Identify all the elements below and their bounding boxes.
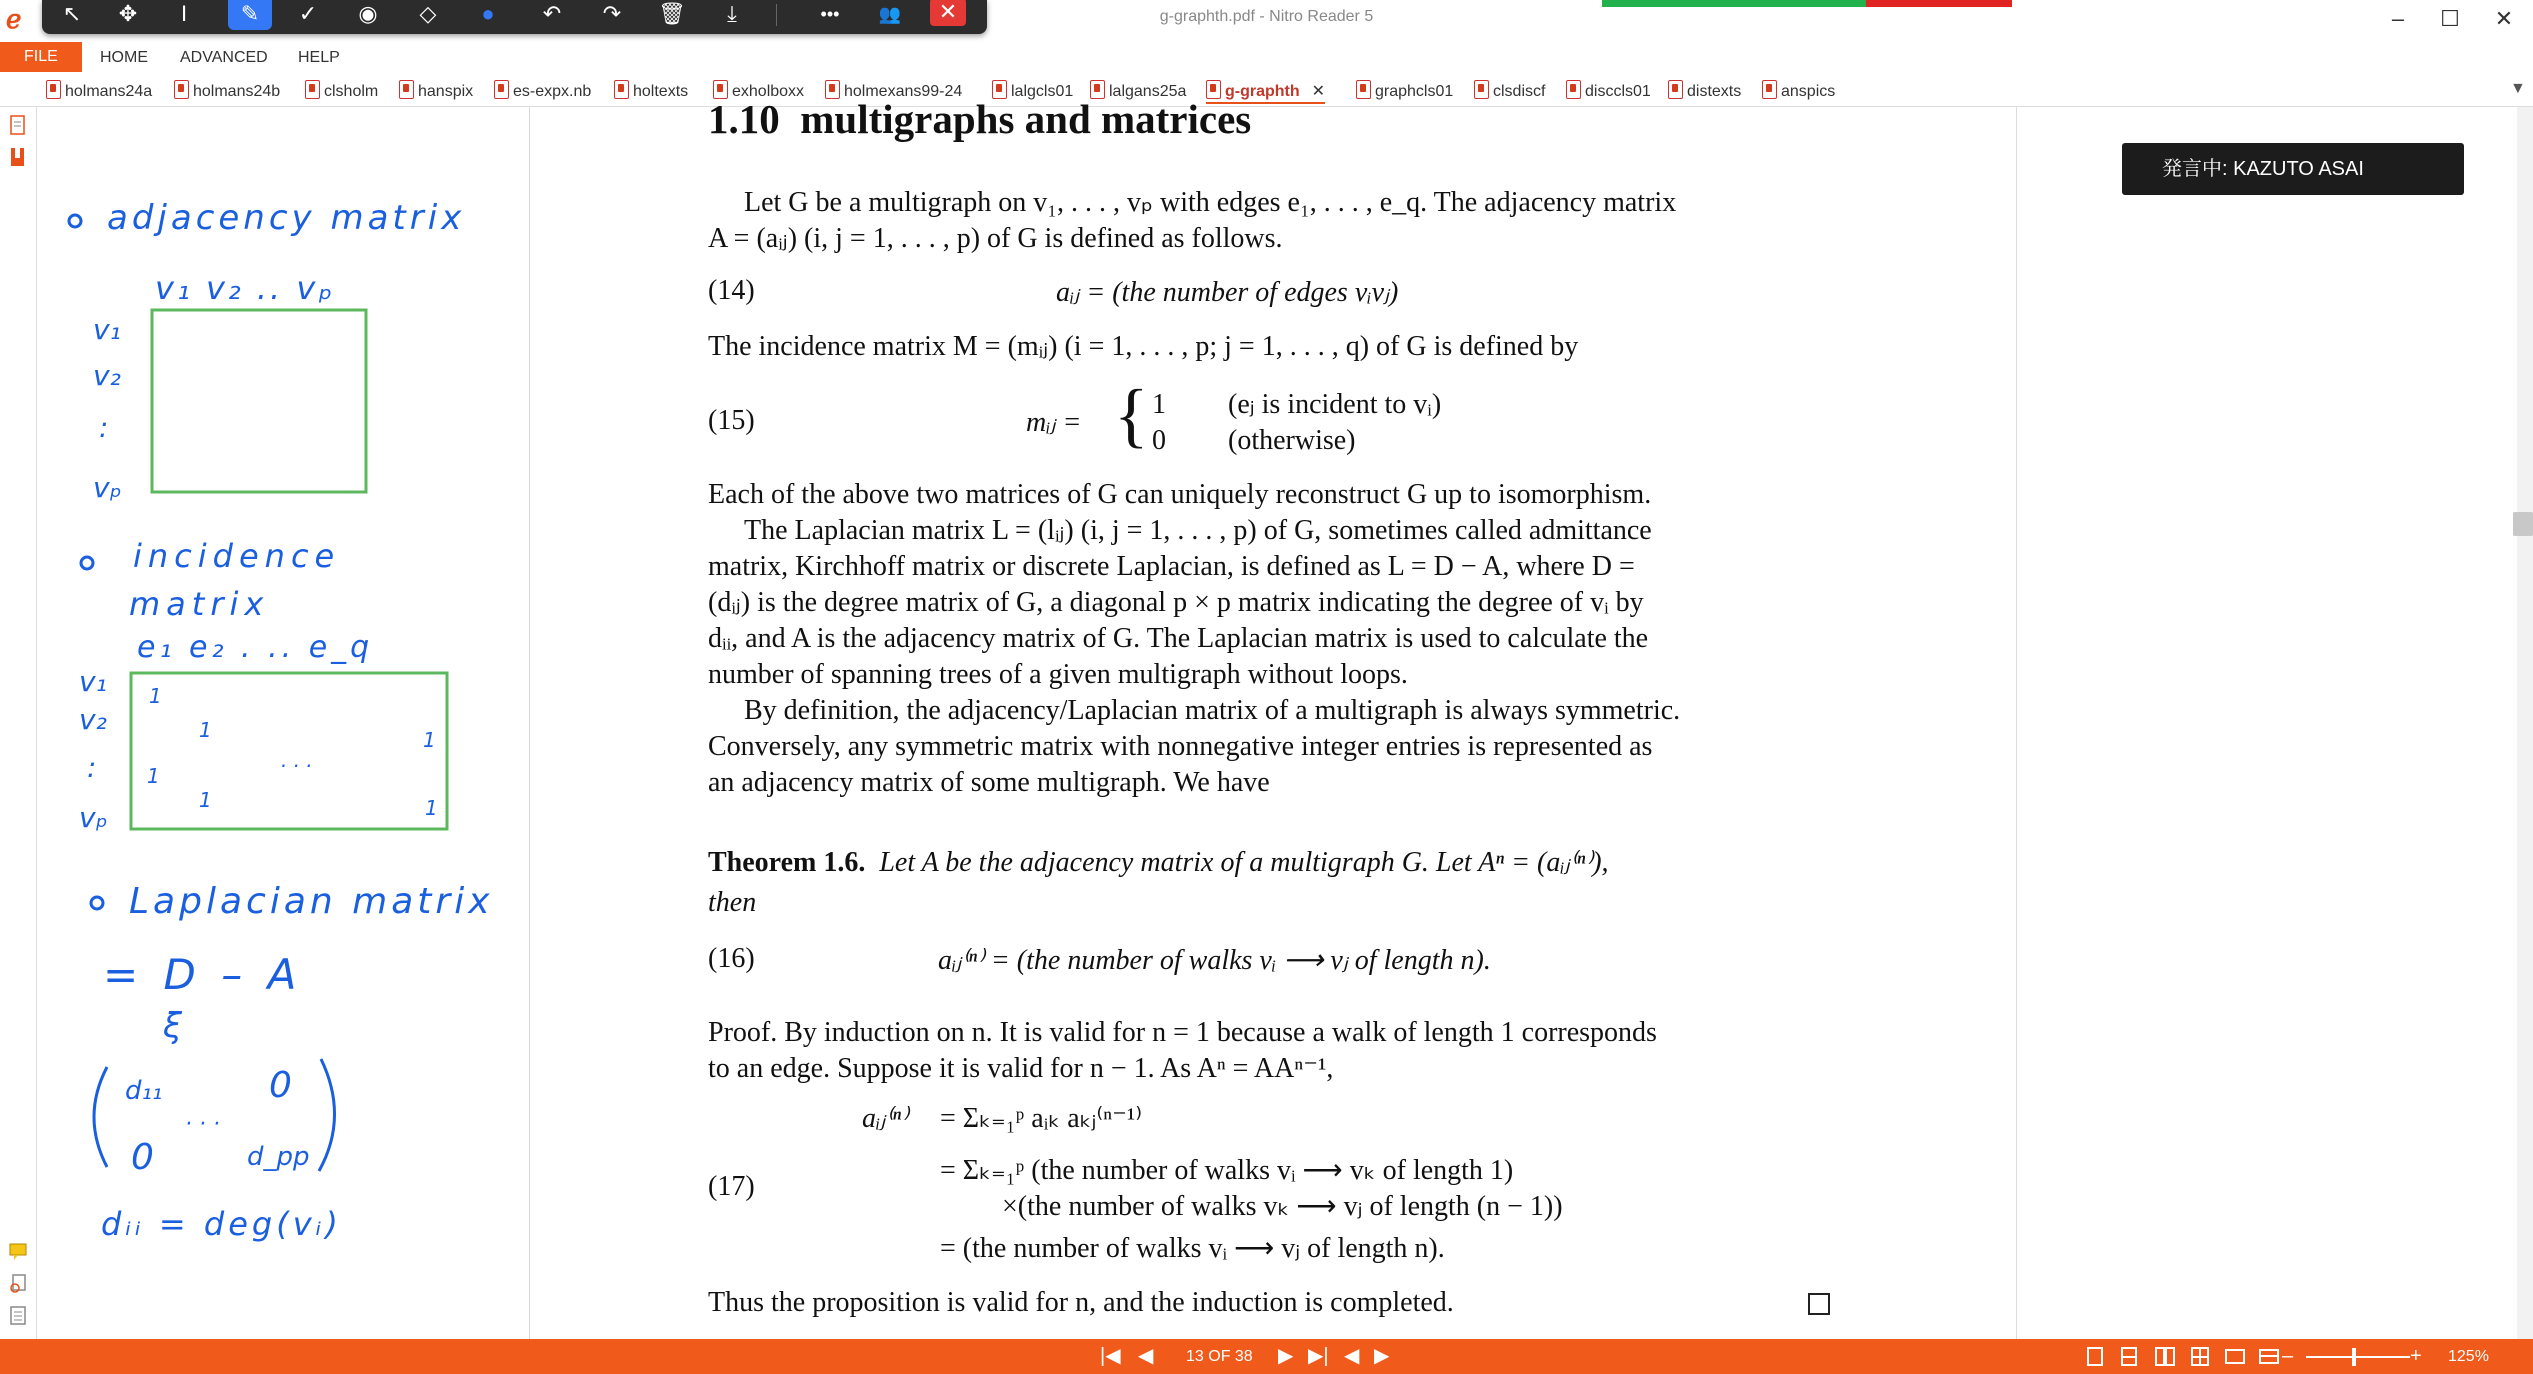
equation-label: (14) — [708, 275, 755, 306]
bullet-icon — [81, 557, 93, 569]
qed-box-icon — [1808, 1293, 1830, 1315]
note-laplacian-title: Laplacian matrix — [129, 881, 494, 922]
left-rail — [0, 107, 37, 1339]
pdf-file-icon — [1566, 80, 1581, 99]
paragraph-line: an adjacency matrix of some multigraph. We have — [708, 767, 1270, 798]
color-picker-icon[interactable]: ● — [481, 1, 495, 26]
nitro-logo-icon[interactable]: ℯ — [6, 4, 22, 34]
zoom-in-button[interactable]: + — [2410, 1345, 2422, 1367]
paragraph-line: A = (aᵢⱼ) (i, j = 1, . . . , p) of G is defined as follows. — [708, 223, 1283, 254]
note-incidence-line2: matrix — [129, 585, 270, 623]
section-title: multigraphs and matrices — [800, 96, 1252, 142]
minimize-button[interactable]: – — [2391, 6, 2405, 31]
speaker-badge: 発言中: KAZUTO ASAI — [2122, 143, 2464, 195]
paragraph-line: dᵢᵢ, and A is the adjacency matrix of G. The Laplacian matrix is used to calculate the — [708, 623, 1649, 654]
tab-overflow-icon[interactable]: ▼ — [2510, 80, 2526, 97]
note-diag-bottom: d_pp — [247, 1142, 310, 1172]
pdf-file-icon — [1762, 80, 1777, 99]
note-laplacian-eq: = D – A — [103, 950, 303, 999]
previous-page-icon[interactable]: ◀ — [1138, 1345, 1154, 1367]
bullet-icon — [91, 897, 103, 909]
right-panel — [2017, 107, 2517, 1339]
document-viewer[interactable] — [530, 96, 2016, 1339]
menu-file[interactable]: FILE — [0, 42, 82, 72]
paragraph-line: Each of the above two matrices of G can uniquely reconstruct G up to isomorphism. — [708, 479, 1652, 510]
close-window-button[interactable]: ✕ — [2494, 6, 2514, 31]
note-inc-cols: e₁ e₂ . .. e_q — [137, 630, 374, 665]
highlighter-icon[interactable]: ◉ — [358, 1, 378, 26]
tab-holmans24b[interactable]: holmans24b — [174, 80, 280, 102]
note-inc-entry: 1 — [149, 684, 162, 708]
close-tab-icon[interactable]: ✕ — [1311, 83, 1326, 100]
proof-conclusion: Thus the proposition is valid for n, and the induction is completed. — [708, 1287, 1454, 1318]
note-inc-entry: 1 — [147, 764, 160, 788]
equation-14: aᵢⱼ = (the number of edges vᵢvⱼ) — [1056, 277, 1399, 308]
bullet-icon — [69, 215, 81, 227]
zoom-slider[interactable] — [2306, 1356, 2410, 1358]
equation-17-line: ×(the number of walks vₖ ⟶ vⱼ of length (n − 1)) — [1002, 1191, 1563, 1222]
pdf-file-icon — [305, 80, 320, 99]
attachments-icon[interactable] — [8, 1273, 28, 1295]
participants-icon[interactable]: 👥 — [878, 4, 902, 24]
note-inc-entry: 1 — [199, 718, 212, 742]
eq15-case1-condition: (eⱼ is incident to vᵢ) — [1228, 389, 1442, 420]
more-options-icon[interactable]: ••• — [820, 4, 840, 24]
equation-17-lhs: aᵢⱼ⁽ⁿ⁾ — [862, 1103, 908, 1134]
paragraph-line: Conversely, any symmetric matrix with nonnegative integer entries is represented as — [708, 731, 1653, 762]
adjacency-matrix-box — [152, 310, 366, 492]
pdf-file-icon — [174, 80, 189, 99]
pan-move-icon[interactable]: ✥ — [118, 1, 138, 26]
tab-holmexans99-24[interactable]: holmexans99-24 — [825, 80, 962, 102]
last-page-icon[interactable]: ▶| — [1308, 1345, 1329, 1367]
tab-clsholm[interactable]: clsholm — [305, 80, 378, 102]
note-inc-row-3: : — [87, 751, 97, 784]
note-zero-top: 0 — [269, 1065, 292, 1106]
note-inc-row-4: vₚ — [79, 801, 108, 834]
menu-advanced[interactable]: ADVANCED — [180, 49, 268, 66]
note-brace: ξ — [163, 1006, 182, 1046]
maximize-button[interactable]: ☐ — [2440, 6, 2460, 31]
redo-icon[interactable]: ↷ — [602, 1, 622, 26]
tab-graphcls01[interactable]: graphcls01 — [1356, 80, 1453, 102]
proof-line: to an edge. Suppose it is valid for n − 1. As Aⁿ = AAⁿ⁻¹, — [708, 1053, 1334, 1084]
pdf-file-icon — [494, 80, 509, 99]
note-dii: dᵢᵢ = deg(vᵢ) — [101, 1205, 342, 1243]
equation-17-line: = Σₖ₌₁ᵖ aᵢₖ aₖⱼ⁽ⁿ⁻¹⁾ — [940, 1103, 1143, 1134]
notes-canvas[interactable] — [37, 107, 529, 1339]
status-bar — [0, 1339, 2533, 1374]
back-view-icon[interactable]: ◀ — [1344, 1345, 1360, 1367]
handwritten-notes-panel[interactable] — [37, 107, 530, 1339]
zoom-level[interactable]: 125% — [2448, 1348, 2489, 1365]
paragraph-line: The Laplacian matrix L = (lᵢⱼ) (i, j = 1, . . . , p) of G, sometimes called admittance — [744, 515, 1652, 546]
bookmarks-icon[interactable] — [8, 147, 28, 169]
layers-icon[interactable] — [8, 1305, 28, 1327]
pdf-file-icon — [399, 80, 414, 99]
toolbar-divider — [776, 4, 777, 26]
pdf-file-icon — [46, 80, 61, 99]
tab-holmans24a[interactable]: holmans24a — [46, 80, 152, 102]
pdf-file-icon — [1668, 80, 1683, 99]
eraser-icon[interactable]: ◇ — [419, 1, 437, 26]
tab-g-graphth[interactable]: g-graphth ✕ — [1206, 80, 1325, 104]
close-toolbar-button[interactable]: ✕ — [930, 0, 966, 26]
theorem-heading: Theorem 1.6. — [708, 847, 866, 878]
tab-lalgans25a[interactable]: lalgans25a — [1090, 80, 1186, 102]
note-adj-row-1: v₁ — [93, 313, 121, 346]
zoom-out-button[interactable]: – — [2282, 1345, 2294, 1367]
delete-icon[interactable]: 🗑 — [658, 1, 686, 26]
note-adj-row-2: v₂ — [93, 359, 121, 392]
note-incidence-line1: incidence — [133, 537, 341, 575]
tab-hanspix[interactable]: hanspix — [399, 80, 473, 102]
pages-icon[interactable] — [8, 115, 28, 137]
window-title: g-graphth.pdf - Nitro Reader 5 — [1159, 8, 1374, 25]
comments-icon[interactable] — [8, 1241, 28, 1263]
tab-anspics[interactable]: anspics — [1762, 80, 1835, 102]
view-mode-icons[interactable] — [2086, 1347, 2286, 1367]
tab-clsdiscf[interactable]: clsdiscf — [1474, 80, 1545, 102]
eq15-case2-condition: (otherwise) — [1228, 425, 1356, 456]
note-inc-row-1: v₁ — [79, 665, 107, 698]
equation-label: (17) — [708, 1171, 755, 1202]
paragraph-line: (dᵢⱼ) is the degree matrix of G, a diagonal p × p matrix indicating the degree of vᵢ by — [708, 587, 1644, 618]
eq15-case2-value: 0 — [1152, 425, 1166, 456]
equation-17-line: = (the number of walks vᵢ ⟶ vⱼ of length n). — [940, 1233, 1445, 1264]
note-zero-bottom: 0 — [131, 1137, 154, 1178]
scrollbar-thumb[interactable] — [2513, 512, 2533, 536]
forward-view-icon[interactable]: ▶ — [1374, 1345, 1390, 1367]
right-paren — [319, 1059, 335, 1171]
note-adj-cols: v₁ v₂ .. vₚ — [155, 269, 336, 307]
undo-icon[interactable]: ↶ — [542, 1, 562, 26]
eq15-case1-value: 1 — [1152, 389, 1166, 420]
document-tabs — [0, 74, 2533, 107]
menu-help[interactable]: HELP — [298, 49, 340, 66]
tab-es-expx[interactable]: es-expx.nb — [494, 80, 591, 102]
equation-15-brace: { — [1114, 375, 1149, 455]
tab-holtexts[interactable]: holtexts — [614, 80, 688, 102]
note-inc-entry: 1 — [199, 788, 212, 812]
note-adj-row-4: vₚ — [93, 471, 122, 504]
note-inc-row-2: v₂ — [79, 703, 107, 736]
paragraph-line: Let G be a multigraph on v₁, . . . , vₚ with edges e₁, . . . , e_q. The adjacency matrix — [744, 187, 1677, 218]
menu-bar — [0, 42, 2533, 72]
note-diag-dots: · · · — [185, 1112, 220, 1137]
equation-label: (15) — [708, 405, 755, 436]
vertical-scrollbar[interactable] — [2517, 107, 2533, 1339]
first-page-icon[interactable]: |◀ — [1100, 1345, 1121, 1367]
tab-exholboxx[interactable]: exholboxx — [713, 80, 804, 102]
tab-disccls01[interactable]: disccls01 — [1566, 80, 1651, 102]
pdf-file-icon — [1356, 80, 1371, 99]
pdf-file-icon — [1474, 80, 1489, 99]
tab-distexts[interactable]: distexts — [1668, 80, 1741, 102]
equation-17-line: = Σₖ₌₁ᵖ (the number of walks vᵢ ⟶ vₖ of length 1) — [940, 1155, 1514, 1186]
proof-line: Proof. By induction on n. It is valid for n = 1 because a walk of length 1 corresponds — [708, 1017, 1657, 1048]
page-indicator[interactable]: 13 OF 38 — [1186, 1348, 1253, 1365]
theorem-body: Let A be the adjacency matrix of a multigraph G. Let Aⁿ = (aᵢⱼ⁽ⁿ⁾), — [879, 847, 1609, 878]
left-paren — [94, 1067, 107, 1167]
note-adj-row-3: : — [99, 411, 109, 444]
note-diag-top: d₁₁ — [125, 1076, 163, 1106]
note-inc-dots: . . . — [281, 748, 313, 772]
note-inc-entry: 1 — [425, 796, 438, 820]
check-icon[interactable]: ✓ — [298, 1, 318, 26]
note-adjacency-title: adjacency matrix — [107, 198, 466, 238]
next-page-icon[interactable]: ▶ — [1278, 1345, 1294, 1367]
pdf-page — [530, 96, 2016, 1339]
select-arrow-icon[interactable]: ↖ — [62, 1, 82, 26]
pen-icon[interactable]: ✎ — [228, 0, 272, 30]
pdf-file-icon — [614, 80, 629, 99]
progress-bar-red — [1866, 0, 2012, 7]
paragraph-line: number of spanning trees of a given multigraph without loops. — [708, 659, 1408, 690]
note-inc-entry: 1 — [423, 728, 436, 752]
section-number: 1.10 — [708, 96, 780, 142]
zoom-slider-thumb[interactable] — [2352, 1348, 2356, 1366]
paragraph-line: The incidence matrix M = (mᵢⱼ) (i = 1, . . . , p; j = 1, . . . , q) of G is defined by — [708, 331, 1579, 362]
paragraph-line: By definition, the adjacency/Laplacian matrix of a multigraph is always symmetric. — [744, 695, 1681, 726]
theorem-statement — [708, 845, 1609, 881]
text-cursor-icon[interactable]: I — [180, 1, 188, 26]
equation-15-lhs: mᵢⱼ = — [1026, 407, 1082, 438]
menu-home[interactable]: HOME — [100, 49, 148, 66]
theorem-then: then — [708, 887, 757, 918]
tab-lalgcls01[interactable]: lalgcls01 — [992, 80, 1073, 102]
equation-label: (16) — [708, 943, 755, 974]
paragraph-line: matrix, Kirchhoff matrix or discrete Laplacian, is defined as L = D − A, where D = — [708, 551, 1635, 582]
progress-bar-green — [1602, 0, 1866, 7]
equation-16: aᵢⱼ⁽ⁿ⁾ = (the number of walks vᵢ ⟶ vⱼ of length n). — [938, 945, 1491, 976]
download-icon[interactable]: ⤓ — [727, 1, 737, 26]
section-heading — [708, 96, 1252, 142]
annotation-toolbar — [42, 0, 987, 34]
